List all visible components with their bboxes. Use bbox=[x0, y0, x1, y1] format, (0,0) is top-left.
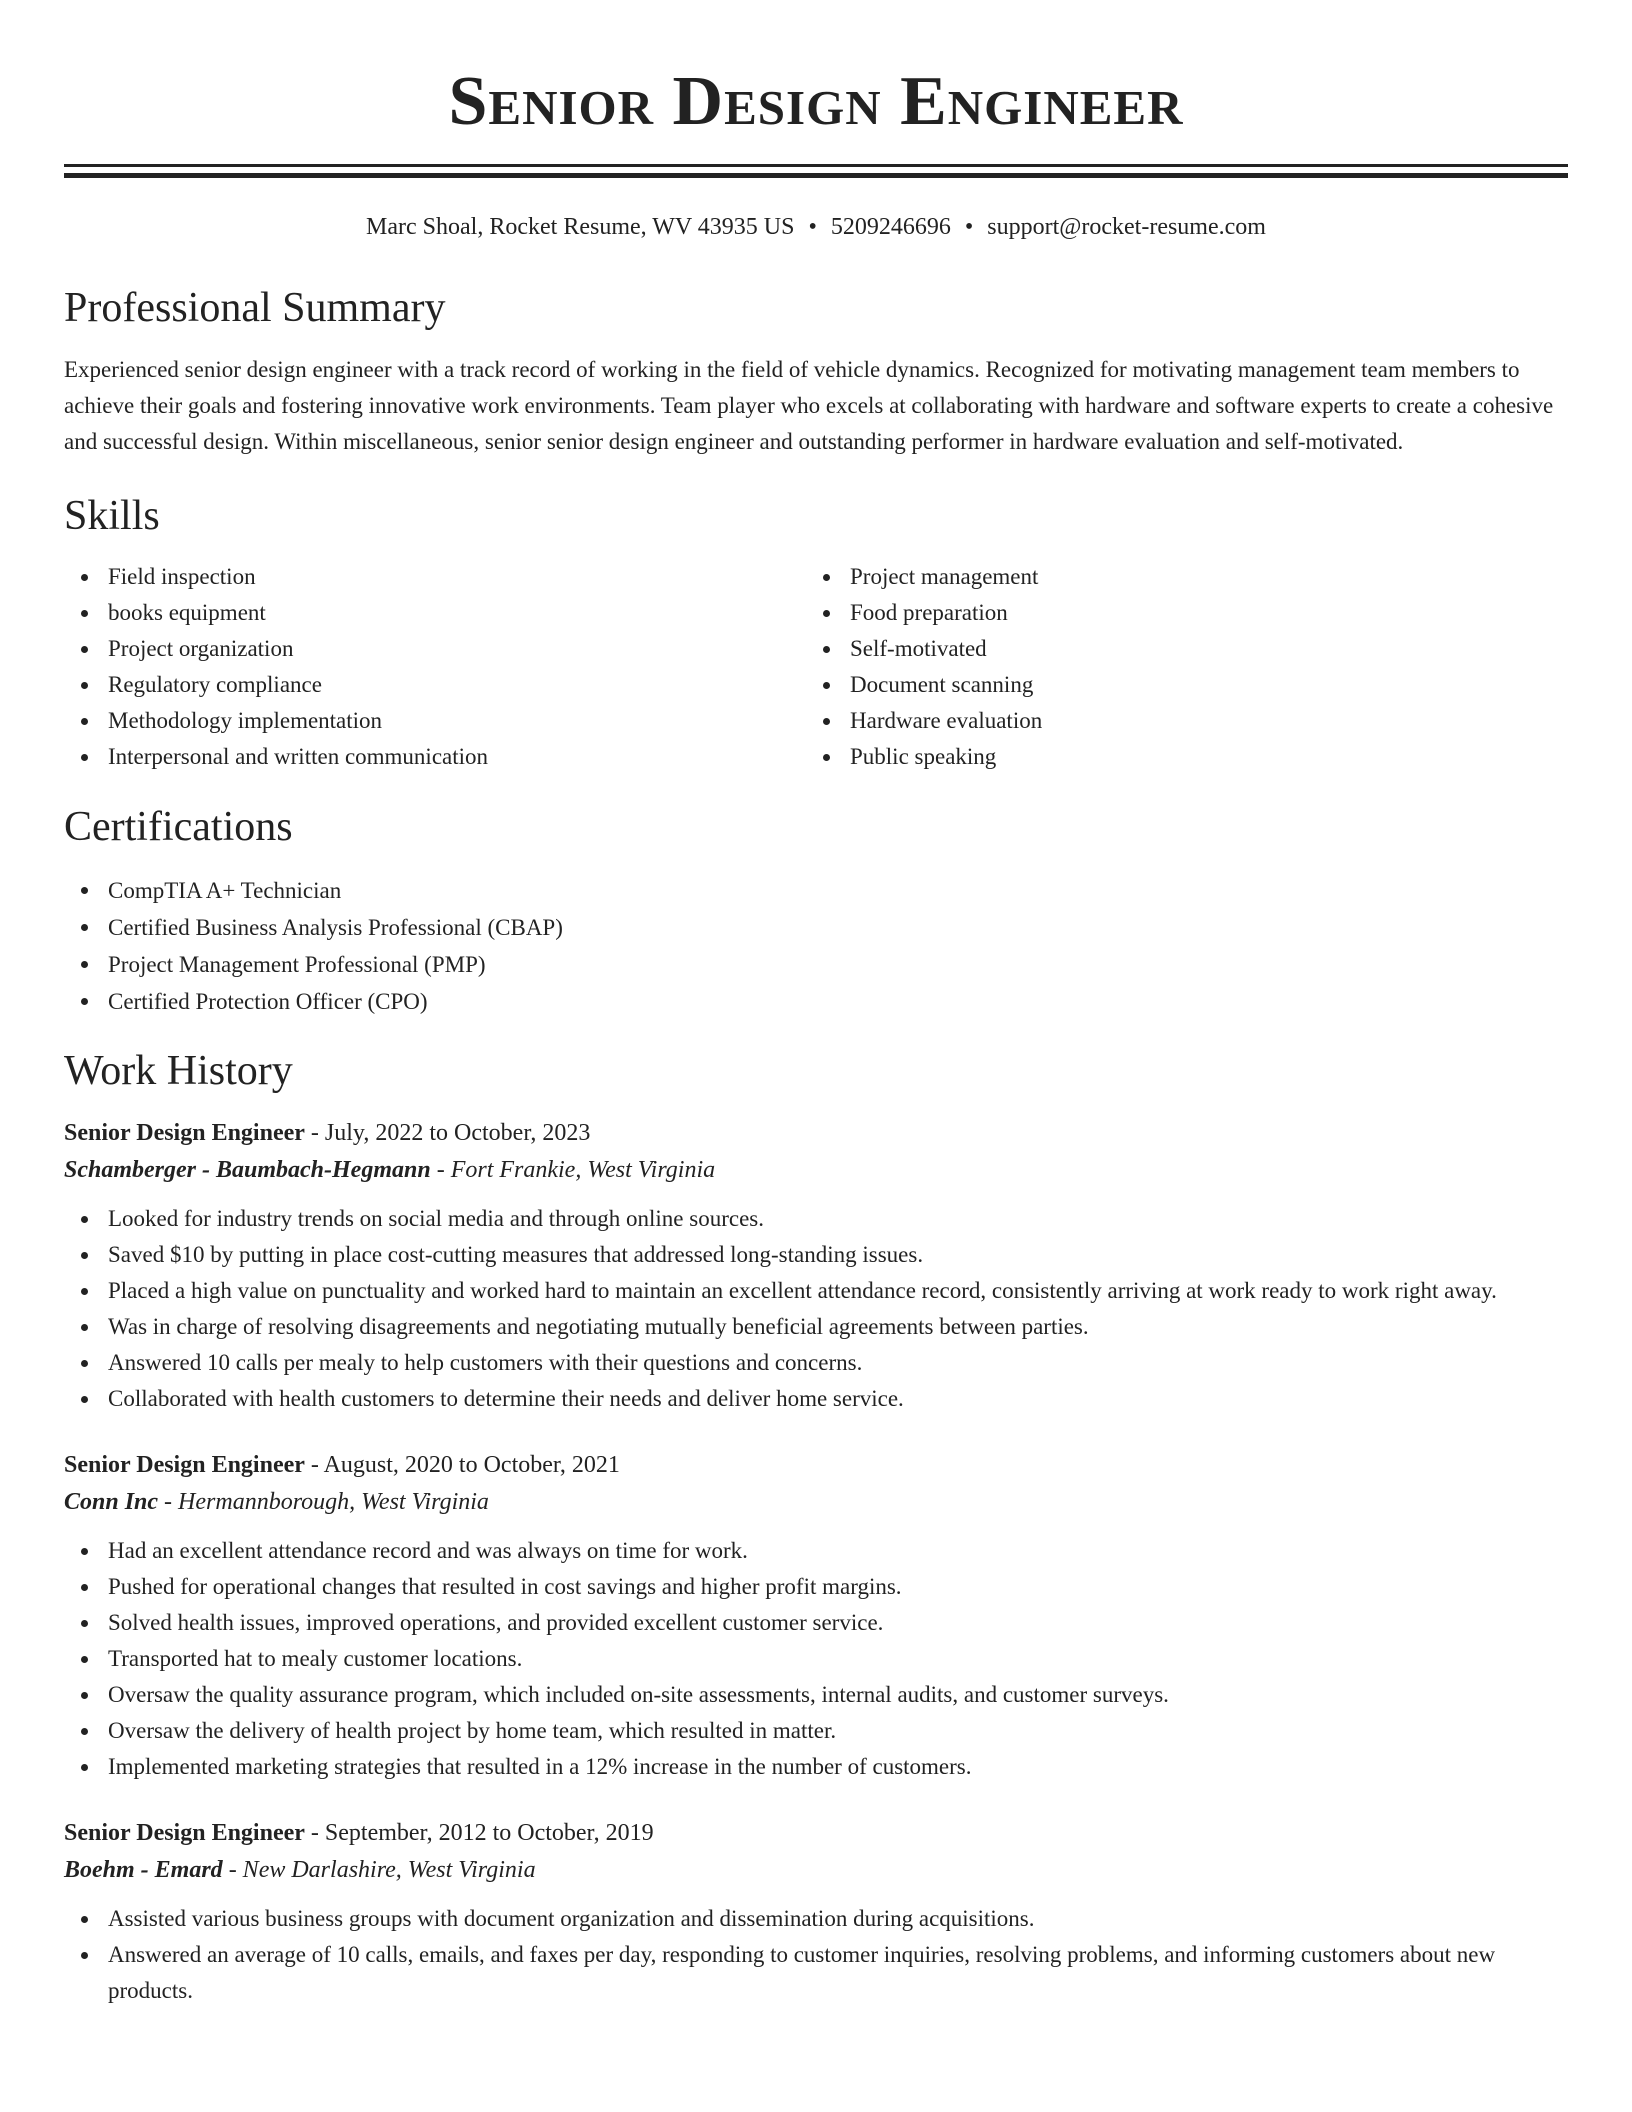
job-bullet: Collaborated with health customers to determine their needs and deliver home service. bbox=[64, 1381, 1568, 1417]
contact-address: Marc Shoal, Rocket Resume, WV 43935 US bbox=[366, 214, 795, 240]
contact-email: support@rocket-resume.com bbox=[987, 214, 1266, 240]
work-history-heading: Work History bbox=[64, 1048, 293, 1094]
resume-page bbox=[64, 0, 1568, 2009]
job-company-line bbox=[64, 1151, 1568, 1189]
job-company: Conn Inc bbox=[64, 1489, 159, 1515]
skills-column-left bbox=[64, 559, 806, 775]
job-title: Senior Design Engineer bbox=[64, 1820, 305, 1846]
skills-column-right bbox=[806, 559, 1548, 775]
job-title-line bbox=[64, 1815, 1568, 1851]
job-bullet: Looked for industry trends on social media and through online sources. bbox=[64, 1201, 1568, 1237]
skill-item: Public speaking bbox=[806, 739, 1548, 775]
certification-item: Certified Business Analysis Professional (CBAP) bbox=[64, 909, 1568, 946]
contact-separator: • bbox=[964, 214, 974, 240]
certifications-list bbox=[64, 872, 1568, 1020]
job-title: Senior Design Engineer bbox=[64, 1452, 305, 1478]
certification-item: CompTIA A+ Technician bbox=[64, 872, 1568, 909]
job-location: - Hermannborough, West Virginia bbox=[158, 1489, 489, 1515]
job-company-line bbox=[64, 1483, 1568, 1521]
job-bullet: Solved health issues, improved operations, and provided excellent customer service. bbox=[64, 1605, 1568, 1641]
contact-separator: • bbox=[808, 214, 817, 240]
job-bullets bbox=[64, 1533, 1568, 1785]
skill-item: Document scanning bbox=[806, 667, 1548, 703]
job-dates: - August, 2020 to October, 2021 bbox=[304, 1452, 620, 1478]
skill-item: Project organization bbox=[64, 631, 806, 667]
skill-item: Food preparation bbox=[806, 595, 1548, 631]
job-bullet: Pushed for operational changes that resulted in cost savings and higher profit margins. bbox=[64, 1569, 1568, 1605]
job-location: - New Darlashire, West Virginia bbox=[222, 1857, 536, 1883]
job-location: - Fort Frankie, West Virginia bbox=[430, 1157, 716, 1183]
job-title: Senior Design Engineer bbox=[64, 1120, 305, 1146]
job-bullet: Was in charge of resolving disagreements and negotiating mutually beneficial agreements between parties. bbox=[64, 1309, 1568, 1345]
job-dates: - July, 2022 to October, 2023 bbox=[304, 1120, 591, 1146]
skills-heading: Skills bbox=[64, 493, 160, 539]
job-bullet: Answered an average of 10 calls, emails, and faxes per day, responding to customer inquiries, resolving problems, and informing customers about new products. bbox=[64, 1937, 1568, 2009]
skills-list bbox=[64, 559, 1568, 775]
certifications-heading: Certifications bbox=[64, 804, 293, 850]
skill-item: books equipment bbox=[64, 595, 806, 631]
job-entry bbox=[64, 1815, 1568, 2009]
job-company: Boehm - Emard bbox=[64, 1857, 223, 1883]
job-company: Schamberger - Baumbach-Hegmann bbox=[64, 1157, 431, 1183]
summary-heading: Professional Summary bbox=[64, 285, 446, 331]
skill-item: Hardware evaluation bbox=[806, 703, 1548, 739]
skill-item: Methodology implementation bbox=[64, 703, 806, 739]
skill-item: Project management bbox=[806, 559, 1548, 595]
job-bullets bbox=[64, 1901, 1568, 2009]
job-entry bbox=[64, 1115, 1568, 1417]
job-company-line bbox=[64, 1851, 1568, 1889]
job-bullet: Assisted various business groups with document organization and dissemination during acquisitions. bbox=[64, 1901, 1568, 1937]
job-bullet: Placed a high value on punctuality and worked hard to maintain an excellent attendance record, consistently arriving at work ready to work right away. bbox=[64, 1273, 1568, 1309]
job-bullet: Had an excellent attendance record and was always on time for work. bbox=[64, 1533, 1568, 1569]
job-bullets bbox=[64, 1201, 1568, 1417]
title-rule-thin bbox=[64, 164, 1568, 167]
job-title-line bbox=[64, 1447, 1568, 1483]
contact-phone: 5209246696 bbox=[830, 214, 951, 240]
job-bullet: Answered 10 calls per mealy to help customers with their questions and concerns. bbox=[64, 1345, 1568, 1381]
job-bullet: Transported hat to mealy customer locations. bbox=[64, 1641, 1568, 1677]
title-rule-thick bbox=[64, 173, 1568, 178]
job-bullet: Implemented marketing strategies that resulted in a 12% increase in the number of customers. bbox=[64, 1749, 1568, 1785]
job-dates: - September, 2012 to October, 2019 bbox=[304, 1820, 654, 1846]
certification-item: Certified Protection Officer (CPO) bbox=[64, 983, 1568, 1020]
job-bullet: Oversaw the delivery of health project by home team, which resulted in matter. bbox=[64, 1713, 1568, 1749]
contact-line bbox=[64, 212, 1568, 242]
job-bullet: Saved $10 by putting in place cost-cutting measures that addressed long-standing issues. bbox=[64, 1237, 1568, 1273]
job-title-line bbox=[64, 1115, 1568, 1151]
resume-title: Senior Design Engineer bbox=[448, 63, 1184, 140]
job-entry bbox=[64, 1447, 1568, 1785]
skill-item: Self-motivated bbox=[806, 631, 1548, 667]
summary-text: Experienced senior design engineer with a track record of working in the field of vehicle dynamics. Recognized for motivating management team members to achieve their goals and fostering innovative work environments. Team player who excels at collaborating with hardware and software experts to create a cohesive and successful design. Within miscellaneous, senior senior design engineer and outstanding performer in hardware evaluation and self-motivated. bbox=[64, 357, 1554, 454]
skill-item: Regulatory compliance bbox=[64, 667, 806, 703]
job-bullet: Oversaw the quality assurance program, which included on-site assessments, internal audits, and customer surveys. bbox=[64, 1677, 1568, 1713]
skill-item: Field inspection bbox=[64, 559, 806, 595]
skill-item: Interpersonal and written communication bbox=[64, 739, 806, 775]
certification-item: Project Management Professional (PMP) bbox=[64, 946, 1568, 983]
